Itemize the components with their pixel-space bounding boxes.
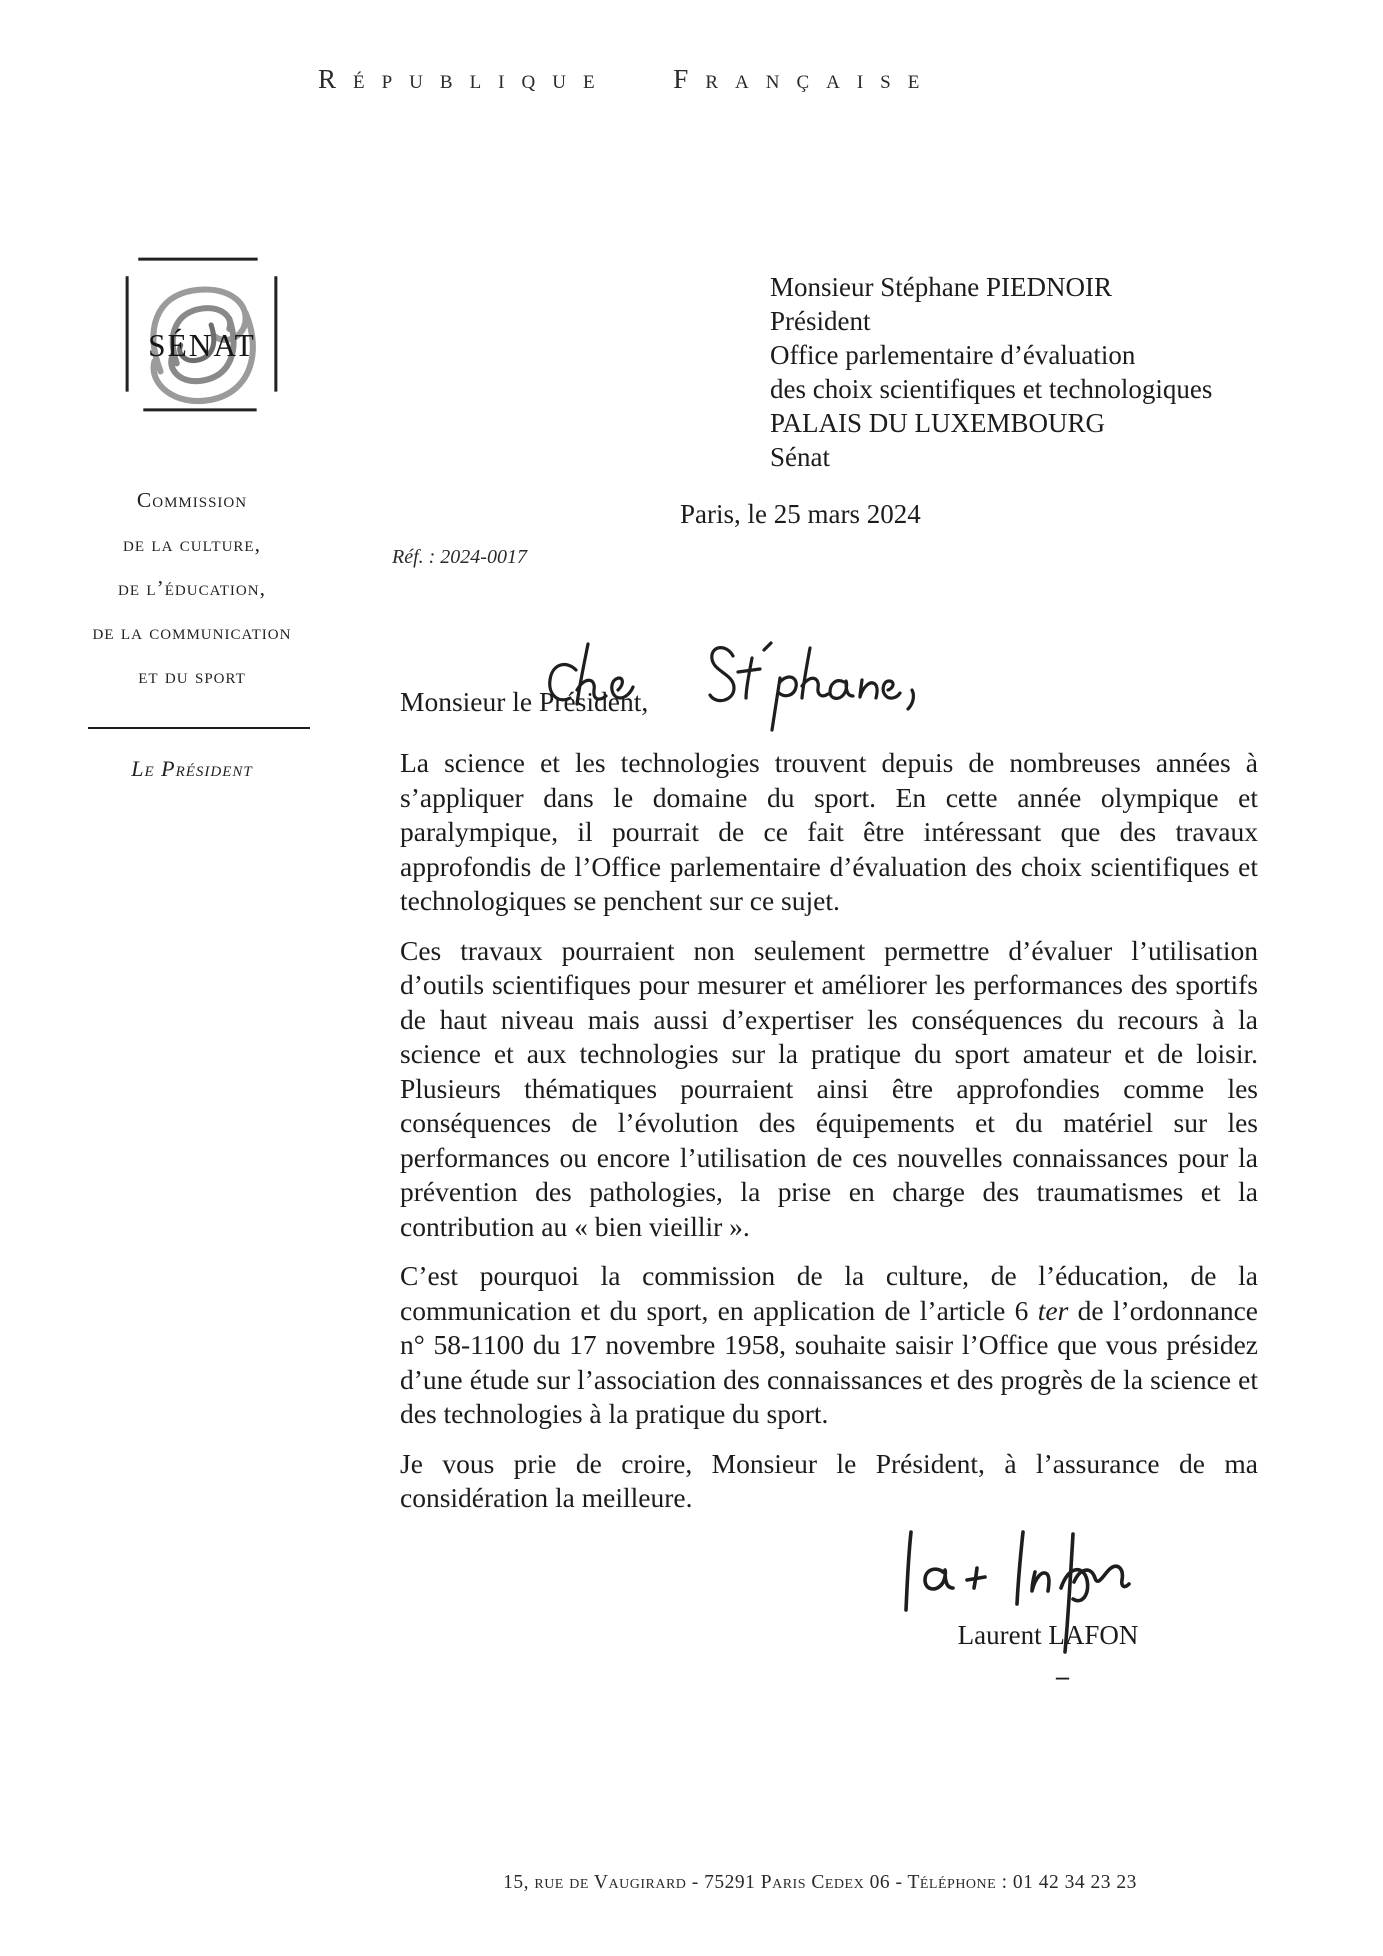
recipient-address-block: [770, 270, 1212, 474]
salutation: Monsieur le Président,: [400, 686, 649, 717]
recipient-line: des choix scientifiques et technologiques: [770, 374, 1213, 404]
recipient-line: Monsieur Stéphane PIEDNOIR: [770, 272, 1112, 302]
signature-dash-mark: –: [1056, 1662, 1069, 1691]
commission-line: Commission: [136, 488, 248, 512]
commission-block: [58, 478, 326, 698]
paragraph-3-end: de l’ordonnance n° 58-1100 du 17 novembre 1958, souhaite saisir l’Office que vous présidez d’une étude sur l’association des connaissances et des progrès de la science et des technologies à la pratique du sport.: [400, 1294, 1258, 1429]
closing-paragraph: Je vous prie de croire, Monsieur le Président, à l’assurance de ma considération la meilleure.: [400, 1447, 1258, 1513]
commission-line: et du sport: [138, 664, 246, 688]
signatory-name: Laurent LAFON: [957, 1620, 1139, 1650]
handwritten-greeting: [528, 636, 920, 738]
letter-body: [400, 746, 1258, 1531]
recipient-line: Sénat: [770, 442, 830, 472]
commission-line: de l’éducation,: [118, 576, 266, 600]
recipient-line: Office parlementaire d’évaluation: [770, 340, 1136, 370]
paragraph-3-ter-italic: ter: [1037, 1294, 1069, 1326]
paragraph-3: [400, 1259, 1258, 1432]
recipient-line: Président: [770, 306, 871, 336]
paragraph-2: Ces travaux pourraient non seulement permettre d’évaluer l’utilisation d’outils scientifiques pour mesurer et améliorer les performances des sportifs de haut niveau mais aussi d’expertiser les conséquences du recours à la science et aux technologies sur la pratique du sport amateur et de loisir. Plusieurs thématiques pourraient ainsi être approfondies comme les conséquences de l’évolution des équipements et du matériel sur les performances ou encore l’utilisation de ces nouvelles connaissances pour la prévention des pathologies, la prise en charge des traumatismes et la contribution au « bien vieillir ».: [400, 934, 1258, 1242]
recipient-line: PALAIS DU LUXEMBOURG: [770, 408, 1106, 438]
sender-role-le-president: Le Président: [131, 756, 253, 781]
senat-spiral-emblem-icon: [124, 250, 280, 420]
reference-number: Réf. : 2024-0017: [392, 546, 527, 568]
paragraph-3-start: C’est pourquoi la commission de la culture, de l’éducation, de la communication et du sport, en application de l’article 6: [400, 1260, 1258, 1326]
senat-logo-text: SÉNAT: [148, 328, 256, 364]
handwritten-greeting-ink: [528, 636, 920, 738]
commission-line: de la communication: [92, 620, 292, 644]
paragraph-1: La science et les technologies trouvent depuis de nombreuses années à s’appliquer dans le domaine du sport. En cette année olympique et paralympique, il pourrait de ce fait être intéressant que des travaux approfondis de l’Office parlementaire d’évaluation des choix scientifiques et technologiques se penchent sur ce sujet.: [400, 747, 1258, 916]
senat-logo: [124, 250, 280, 420]
handwritten-signature-ink: [893, 1520, 1155, 1682]
handwritten-signature: [893, 1520, 1155, 1682]
republique-francaise-header: République Française: [318, 64, 937, 94]
footer-address-line: 15, rue de Vaugirard - 75291 Paris Cedex 06 - Téléphone : 01 42 34 23 23: [503, 1872, 1137, 1893]
commission-line: de la culture,: [123, 532, 261, 556]
dateline: Paris, le 25 mars 2024: [680, 499, 921, 529]
commission-divider-rule: [88, 727, 310, 729]
